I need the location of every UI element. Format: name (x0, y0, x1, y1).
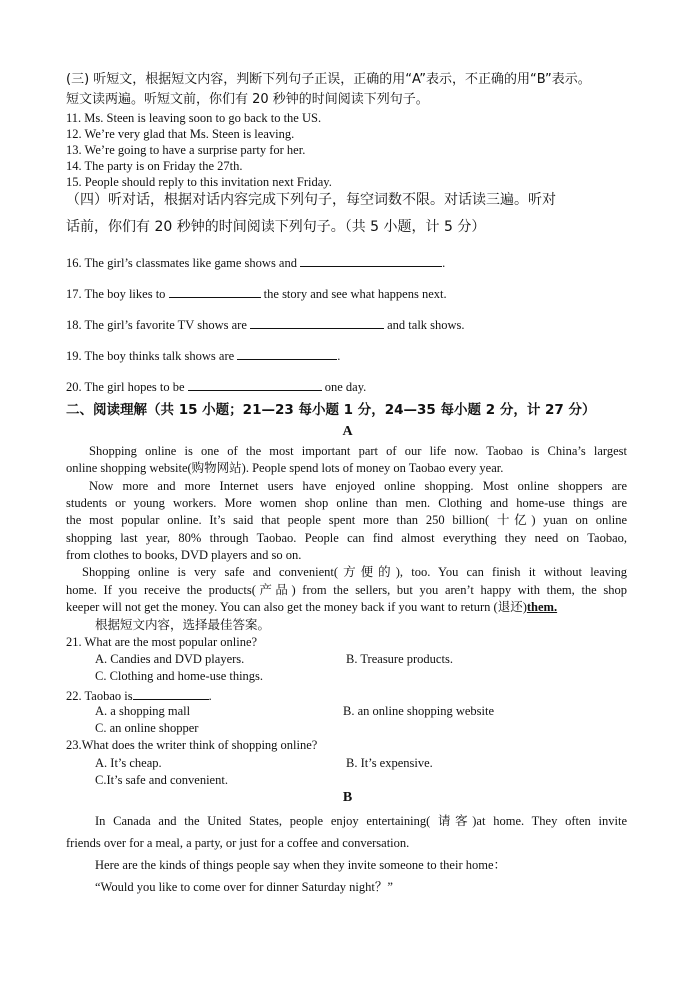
question-19 (66, 347, 340, 364)
q16-text: 16. The girl’s classmates like game shows and (66, 256, 301, 270)
question-20 (66, 378, 366, 395)
passage-a-line-5: the most popular online. It’s said that people spent more than 250 billion( 十亿) yuan on online (66, 513, 627, 527)
part2-heading: 二、阅读理解（共 15 小题；21—23 每小题 1 分，24—35 每小题 2 分，计 27 分） (66, 402, 596, 418)
passage-a-line-10-text: keeper will not get the money. You can also get the money back if you want to return (退还) (66, 600, 527, 614)
passage-b-line-4: “Would you like to come over for dinner Saturday night？” (95, 880, 393, 894)
question-17 (66, 285, 447, 302)
q23-option-a[interactable]: A. It’s cheap. (95, 756, 162, 770)
passage-a-line-9: home. If you receive the products(产品) from the sellers, but you aren’t happy with them, the shop (66, 583, 627, 597)
item-13: 13. We’re going to have a surprise party for her. (66, 143, 306, 157)
q20-after: one day. (321, 380, 367, 394)
q16-after: . (442, 256, 446, 270)
question-18 (66, 316, 465, 333)
q17-answer-blank[interactable] (169, 285, 261, 298)
passage-a-line-7: from clothes to books, DVD players and so on. (66, 548, 302, 562)
q22-text: 22. Taobao is (66, 689, 133, 703)
q18-answer-blank[interactable] (250, 316, 384, 329)
passage-b-line-2: friends over for a meal, a party, or just for a coffee and conversation. (66, 836, 410, 850)
passage-b-line-3: Here are the kinds of things people say when they invite someone to their home： (95, 858, 507, 872)
passage-a-line-3: Now more and more Internet users have enjoyed online shopping. Most online shoppers are (89, 479, 627, 493)
passage-a-line-1: Shopping online is one of the most important part of our life now. Taobao is China’s largest (89, 444, 627, 458)
passage-a-line-4: students or young workers. More women shop online than men. Clothing and home-use things are (66, 496, 627, 510)
item-12: 12. We’re very glad that Ms. Steen is leaving. (66, 127, 295, 141)
passage-a-label: A (342, 424, 353, 439)
q21-option-a[interactable]: A. Candies and DVD players. (95, 652, 245, 666)
q22-option-b[interactable]: B. an online shopping website (343, 704, 495, 718)
q17-after: the story and see what happens next. (260, 287, 447, 301)
q19-after: . (337, 349, 341, 363)
section3-intro-line1: (三) 听短文，根据短文内容，判断下列句子正误，正确的用“A”表示，不正确的用“B”表示。 (66, 72, 591, 87)
passage-a-line-10 (66, 600, 557, 615)
question-21: 21. What are the most popular online? (66, 635, 258, 649)
section4-intro-line1: （四）听对话，根据对话内容完成下列句子，每空词数不限。对话读三遍。听对 (66, 192, 556, 208)
section3-intro-line2: 短文读两遍。听短文前，你们有 20 秒钟的时间阅读下列句子。 (66, 92, 429, 107)
item-15: 15. People should reply to this invitation next Friday. (66, 175, 332, 189)
q22-answer-blank[interactable] (133, 687, 209, 700)
passage-a-line-6: shopping last year, 80% through Taobao. People can find almost everything they need on Taobao, (66, 531, 627, 545)
question-23: 23.What does the writer think of shopping online? (66, 738, 318, 752)
section4-intro-line2: 话前，你们有 20 秒钟的时间阅读下列句子。（共 5 小题，计 5 分） (66, 219, 486, 235)
item-14: 14. The party is on Friday the 27th. (66, 159, 243, 173)
q21-option-c[interactable]: C. Clothing and home-use things. (95, 669, 264, 683)
q17-text: 17. The boy likes to (66, 287, 169, 301)
q16-answer-blank[interactable] (300, 254, 442, 267)
question-22 (66, 687, 212, 704)
passage-a-instruction: 根据短文内容，选择最佳答案。 (95, 617, 271, 632)
q19-text: 19. The boy thinks talk shows are (66, 349, 238, 363)
q21-option-b[interactable]: B. Treasure products. (346, 652, 453, 666)
q22-option-c[interactable]: C. an online shopper (95, 721, 199, 735)
q23-option-c[interactable]: C.It’s safe and convenient. (95, 773, 228, 787)
passage-a-them: them. (526, 600, 558, 614)
passage-a-line-8: Shopping online is very safe and convenient(方便的), too. You can finish it without leaving (82, 565, 627, 579)
passage-b-line-1: In Canada and the United States, people enjoy entertaining( 请客)at home. They often invite (95, 814, 627, 828)
item-11: 11. Ms. Steen is leaving soon to go back to the US. (66, 111, 322, 125)
q20-text: 20. The girl hopes to be (66, 380, 188, 394)
passage-a-line-2: online shopping website(购物网站). People spend lots of money on Taobao every year. (66, 461, 504, 475)
q22-option-a[interactable]: A. a shopping mall (95, 704, 191, 718)
q20-answer-blank[interactable] (188, 378, 322, 391)
q23-option-b[interactable]: B. It’s expensive. (346, 756, 433, 770)
question-16 (66, 254, 445, 271)
q18-after: and talk shows. (384, 318, 465, 332)
q18-text: 18. The girl’s favorite TV shows are (66, 318, 250, 332)
q19-answer-blank[interactable] (237, 347, 337, 360)
passage-b-label: B (342, 790, 353, 805)
q22-after: . (208, 689, 212, 703)
